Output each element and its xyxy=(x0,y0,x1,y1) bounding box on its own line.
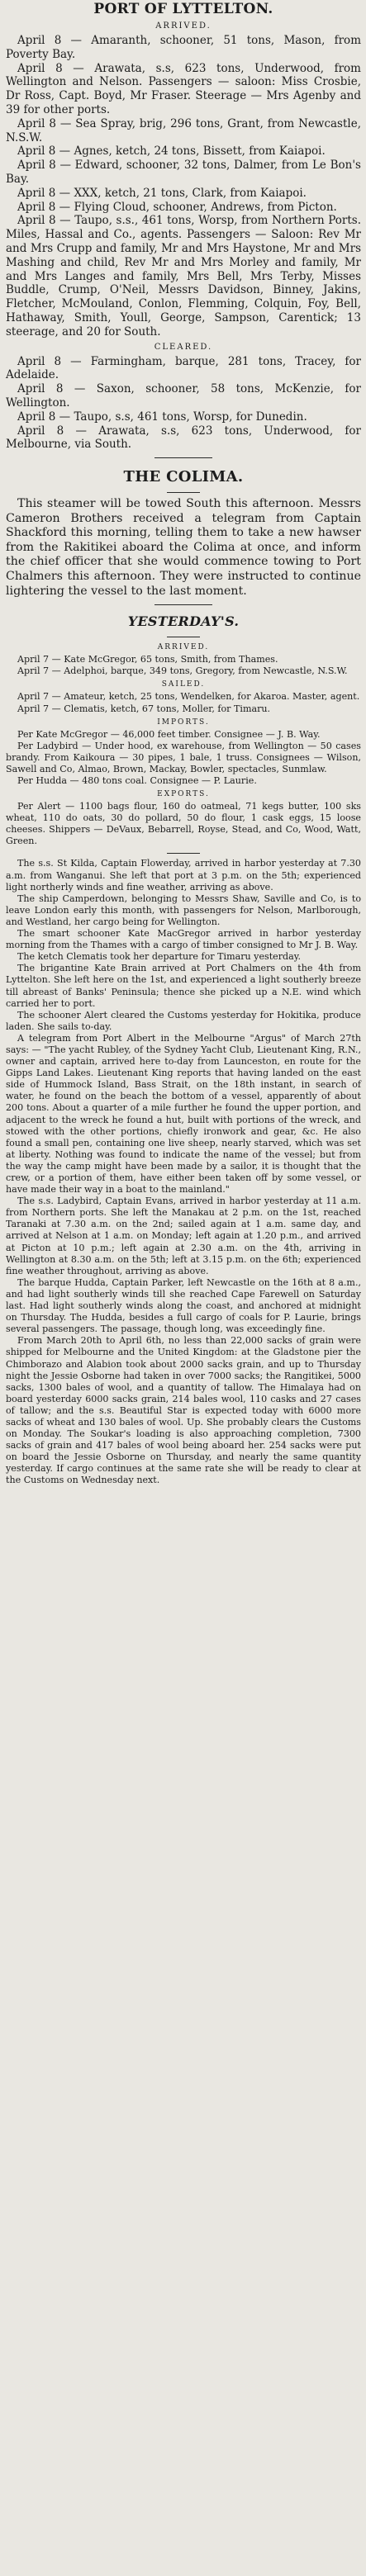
sailed-subheading: SAILED. xyxy=(161,680,206,689)
exports-subheading: EXPORTS. xyxy=(157,790,210,799)
colima-section xyxy=(6,462,361,599)
export-entry: Per Alert — 1100 bags flour, 160 do oatmeal, 71 kegs butter, 100 sks wheat, 110 do oats, 30 do pollard, 50 do flour, 1 cask eggs, 15 loose cheeses. Shippers — DeVaux, Bebarrell, Royse, Stead, and Co, Wood, Watt, Green. xyxy=(6,801,361,847)
news-paragraph: The s.s. Ladybird, Captain Evans, arrived in harbor yesterday at 11 a.m. from Northern ports. She left the Manakau at 2 p.m. on the 1st, reached Taranaki at 7.30 a.m. on the 2nd; sailed again at 1 a.m. same day, and arrived at Nelson at 1 a.m. on Monday; left again at 1.20 p.m., and arrived at Picton at 10 p.m.; left again at 2.30 a.m. on the 4th, arriving in Wellington at 8.30 a.m. on the 5th; left at 3.15 p.m. on the 6th; experienced fine weather throughout, arriving as above. xyxy=(6,1196,361,1276)
arrival-entry: April 8 — Arawata, s.s, 623 tons, Underwood, from Wellington and Nelson. Passengers — saloon: Miss Crosbie, Dr Ross, Capt. Boyd, Mr Fraser. Steerage — Mrs Agenby and 39 for other ports. xyxy=(6,61,361,116)
sailing-entry: April 7 — Clematis, ketch, 67 tons, Moller, for Timaru. xyxy=(17,703,271,714)
yest-exports-list xyxy=(6,801,361,847)
news-paragraph: The ketch Clematis took her departure for Timaru yesterday. xyxy=(17,951,302,963)
arrived-subheading: ARRIVED. xyxy=(155,21,212,31)
arrival-entry: April 8 — Edward, schooner, 32 tons, Dalmer, from Le Bon's Bay. xyxy=(6,159,361,186)
arrival-entry: April 7 — Adelphoi, barque, 349 tons, Gregory, from Newcastle, N.S.W. xyxy=(17,665,348,677)
arrival-entry: April 8 — Amaranth, schooner, 51 tons, Mason, from Poverty Bay. xyxy=(6,34,361,61)
cleared-subheading: CLEARED. xyxy=(154,342,213,352)
port-of-lyttelton-section xyxy=(6,0,361,452)
arrival-entry: April 8 — Sea Spray, brig, 296 tons, Grant, from Newcastle, N.S.W. xyxy=(6,116,361,144)
shipping-news-list xyxy=(6,858,361,1486)
colima-body: This steamer will be towed South this afternoon. Messrs Cameron Brothers received a telegram from Captain Shackford this morning, telling them to take a new hawser from the Rakitikei aboard the Colima at once, and inform the chief officer that she would commence towing to Port Chalmers this afternoon. They were instructed to continue lightering the vessel to the last moment. xyxy=(6,497,361,598)
port-section-title: PORT OF LYTTELTON. xyxy=(93,1,273,17)
arrival-entry: April 8 — XXX, ketch, 21 tons, Clark, from Kaiapoi. xyxy=(17,186,307,200)
news-paragraph: A telegram from Port Albert in the Melbourne "Argus" of March 27th says: — "The yacht Rubley, of the Sydney Yacht Club, Lieutenant King, R.N., owner and captain, arrived here to-day from Launceston, en route for the Gipps Land Lakes. Lieutenant King reports that having landed on the east side of Hummock Island, Bass Strait, on the 18th instant, in search of water, he found on the beach the bottom of a vessel, apparently of about 200 tons. About a quarter of a mile further he found the upper portion, and adjacent to the wreck he found a hut, built with portions of the wreck, and stowed with the other portions, chiefly ironwork and gear, &c. He also found a small pen, containing one live sheep, nearly starved, which was set at liberty. Nothing was found to indicate the name of the vessel; but from the way the camp might have been made by a sailor, it is thought that the crew, or a portion of them, have either been taken off by some vessel, or have made their way in a boat to the mainland." xyxy=(6,1032,361,1196)
arrival-entry: April 8 — Taupo, s.s., 461 tons, Worsp, from Northern Ports. Miles, Hassal and Co., agents. Passengers — Saloon: Rev Mr and Mrs Crupp and family, Mr and Mrs Haystone, Mr and Mrs Mashing and child, Rev Mr and Mrs Morley and family, Mr and Mrs Langes and family, Mrs Bell, Mrs Terby, Misses Buddle, Crump, O'Neil, Messrs Davidson, Binney, Jakins, Fletcher, McMouland, Conlon, Flemming, Colquin, Foy, Bell, Hathaway, Smith, Youll, George, Sampson, Carentick; 13 steerage, and 20 for South. xyxy=(6,214,361,339)
yesterdays-section xyxy=(6,609,361,1486)
clearance-entry: April 8 — Taupo, s.s, 461 tons, Worsp, for Dunedin. xyxy=(17,410,307,424)
news-paragraph: The barque Hudda, Captain Parker, left Newcastle on the 16th at 8 a.m., and had light southerly winds till she reached Cape Farewell on Saturday last. Had light southerly winds along the coast, and anchored at midnight on Thursday. The Hudda, besides a full cargo of coals for P. Laurie, brings several passengers. The passage, though long, was exceedingly fine. xyxy=(6,1276,361,1335)
import-entry: Per Hudda — 480 tons coal. Consignee — P. Laurie. xyxy=(17,775,257,787)
news-divider xyxy=(167,853,200,854)
section-divider xyxy=(154,604,212,605)
arrival-entry: April 7 — Kate McGregor, 65 tons, Smith, from Thames. xyxy=(17,654,278,665)
arrival-entry: April 8 — Agnes, ketch, 24 tons, Bissett, from Kaiapoi. xyxy=(17,144,326,159)
clearance-entry: April 8 — Arawata, s.s, 623 tons, Underwood, for Melbourne, via South. xyxy=(6,424,361,452)
yest-arrived-subheading: ARRIVED. xyxy=(157,643,210,652)
port-cleared-list xyxy=(6,355,361,452)
news-paragraph: The s.s. St Kilda, Captain Flowerday, arrived in harbor yesterday at 7.30 a.m. from Wanganui. She left that port at 3 p.m. on the 5th; experienced light northerly winds and fine weather, arriving as above. xyxy=(6,858,361,893)
arrival-entry: April 8 — Flying Cloud, schooner, Andrews, from Picton. xyxy=(17,200,337,214)
imports-subheading: IMPORTS. xyxy=(157,717,210,727)
sailing-entry: April 7 — Amateur, ketch, 25 tons, Wendelken, for Akaroa. Master, agent. xyxy=(17,691,360,703)
news-paragraph: From March 20th to April 6th, no less than 22,000 sacks of grain were shipped for Melbourne and the United Kingdom: at the Gladstone pier the Chimborazo and Alabion took about 2000 sacks grain, and up to Thursday night the Jessie Osborne had taken in over 7000 sacks; the Rangitikei, 5000 sacks, 1300 bales of wool, and a quantity of tallow. The Himalaya had on board yesterday 6000 sacks grain, 214 bales wool, 110 casks and 27 cases of tallow; and the s.s. Beautiful Star is expected today with 6000 more sacks of wheat and 130 bales of wool. Up. She probably clears the Customs on Monday. The Soukar's loading is also approaching completion, 7300 sacks of grain and 417 bales of wool being aboard her. 254 sacks were put on board the Jessie Osborne on Thursday, and nearly the same quantity yesterday. If cargo continues at the same rate she will be ready to clear at the Customs on Wednesday next. xyxy=(6,1335,361,1486)
colima-title: THE COLIMA. xyxy=(123,468,244,486)
import-entry: Per Ladybird — Under hood, ex warehouse, from Wellington — 50 cases brandy. From Kaikoura — 30 pipes, 1 bale, 1 truss. Consignees — Wilson, Sawell and Co, Almao, Brown, Mackay, Bowler, spectacles, Sunmlaw. xyxy=(6,740,361,774)
yest-sailed-list xyxy=(6,691,361,714)
yest-imports-list xyxy=(6,729,361,787)
news-paragraph: The ship Camperdown, belonging to Messrs Shaw, Saville and Co, is to leave London early this month, with passengers for Nelson, Marlborough, and Westland, her cargo being for Wellington. xyxy=(6,893,361,927)
title-underline xyxy=(167,492,200,493)
port-arrived-list xyxy=(6,34,361,339)
news-paragraph: The brigantine Kate Brain arrived at Port Chalmers on the 4th from Lyttelton. She left here on the 1st, and experienced a light southerly breeze till abreast of Banks' Peninsula; thence she picked up a N.E. wind which carried her to port. xyxy=(6,963,361,1009)
news-paragraph: The smart schooner Kate MacGregor arrived in harbor yesterday morning from the Thames with a cargo of timber consigned to Mr J. B. Way. xyxy=(6,928,361,951)
clearance-entry: April 8 — Farmingham, barque, 281 tons, Tracey, for Adelaide. xyxy=(6,354,361,382)
clearance-entry: April 8 — Saxon, schooner, 58 tons, McKenzie, for Wellington. xyxy=(6,382,361,410)
import-entry: Per Kate McGregor — 46,000 feet timber. Consignee — J. B. Way. xyxy=(17,728,321,740)
yesterdays-title: YESTERDAY'S. xyxy=(127,613,240,630)
section-divider xyxy=(154,457,212,458)
yest-arrived-list xyxy=(6,654,361,677)
news-paragraph: The schooner Alert cleared the Customs yesterday for Hokitika, produce laden. She sails to-day. xyxy=(6,1009,361,1032)
